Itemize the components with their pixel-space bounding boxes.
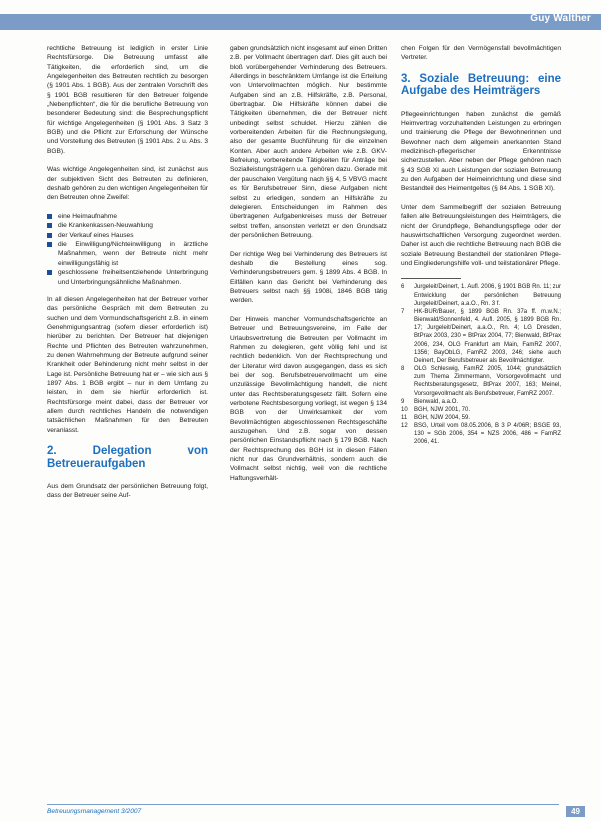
footnote: 7 HK-BUR/Bauer, § 1899 BGB Rn. 37a ff. m.w.N.; Bienwald/Sonnenfeld, 4. Aufl. 2005, § 1899 BGB Rn. 17; Jurgeleit/Deinert, a.a.O., Rn. 4; LG Dresden, BtPrax 2003, 230 = BtPrax 2004, 77; Bienwald, BtPrax 2006, 234, OLG Frankfurt am Main, FamRZ 2007, 1356; BayObLG, FamRZ 2003, 246; siehe auch Deinert, Der Berufsbetreuer als Bevollmächtigter. — [401, 308, 561, 364]
list-item: die Einwilligung/Nichteinwilligung in ärztliche Maßnahmen, wenn der Betreute nicht mehr einwilligungsfähig ist — [47, 240, 208, 268]
paragraph: Aus dem Grundsatz der persönlichen Betreuung folgt, dass der Betreuer seine Auf- — [47, 483, 208, 500]
footnote: 12 BSG, Urteil vom 08.05.2006, B 3 P 4/06R; BSGE 93, 130 = SGb 2006, 354 = NZS 2006, 486 = FamRZ 2006, 41. — [401, 423, 561, 446]
page-number: 49 — [566, 806, 585, 817]
paragraph: chen Folgen für den Vermögensfall bevollmächtigen Vertreter. — [401, 45, 561, 62]
list-item: der Verkauf eines Hauses — [47, 231, 208, 240]
bullet-list — [47, 212, 208, 287]
footnote: 11 BGH, NJW 2004, 59. — [401, 414, 471, 421]
footnotes — [401, 283, 561, 446]
bullet-icon — [47, 214, 52, 219]
column-2 — [230, 44, 387, 492]
bullet-icon — [47, 270, 52, 275]
section-heading-2: 2. Delegation von Betreueraufgaben — [47, 445, 208, 470]
page-footer — [0, 793, 601, 821]
section-heading-3: 3. Soziale Betreuung: eine Aufgabe des Heimträgers — [401, 72, 561, 98]
footnote: 8 OLG Schleswig, FamRZ 2005, 1044; grundsätzlich zum Thema Zimmermann, Vorsorgevollmacht und Rechtsberatungsgesetz, BtPrax 2007, 163; Meinel, Vorsorgevollmacht als Berufsbetreuer, FamRZ 2007. — [401, 366, 561, 397]
footer-rule — [47, 804, 559, 805]
paragraph: rechtliche Betreuung ist lediglich in erster Linie Rechtsfürsorge. Die Betreuung umfasst alle Tätigkeiten, die erforderlich sind, um die Angelegenheiten des Betreuten rechtlich zu besorgen (§ 1901 Abs. 1 BGB). Aus der zentralen Vorschrift des § 1901 BGB resultieren für den Betreuer folgende „Nebenpflichten“, die für die berufliche Betreuung von besonderer Bedeutung sind: die Besprechungspflicht für wichtige Angelegenheiten (§ 1901 Abs. 3 Satz 3 BGB) und die Pflicht zur Erforschung der Wünsche und Vorstellung des Betreuten (§ 1901 Abs. 2 u. Abs. 3 BGB). — [47, 45, 208, 155]
journal-name: Betreuungsmanagement 3/2007 — [47, 808, 142, 815]
footnote: 9 Bienwald, a.a.O. — [401, 398, 459, 405]
paragraph: gaben grundsätzlich nicht insgesamt auf einen Dritten z.B. per Vollmacht übertragen darf. Dies gilt auch bei bloß vorübergehender Verhinderung des Betreuers. Allerdings in beschränktem Umfange ist die Erteilung von Untervollmachten möglich. Nur bestimmte Aufgaben sind an z.B. Hilfskräfte, z.B. Personal, übertragbar. Die Hilfskräfte können dabei die Tätigkeiten übernehmen, die der Betreuer nicht unbedingt selbst schuldet. Hierzu zählen die vorbereitenden Arbeiten für die Rechnungslegung, also der gesamte Buchführung für die einzelnen Konten. Aber auch andere Arbeiten wie z.B. GKV-Befreiung, vorbereitende Tätigkeiten für Anträge bei Sozialleistungsträgern u.a. gehören dazu. Gerade mit der pauschalen Vergütung nach §§ 4, 5 VBVG macht es für Berufsbetreuer Sinn, diese Aufgaben nicht selbst zu erledigen, sondern an Hilfskräfte zu delegieren. Entscheidungen im Rahmen des übertragenen Aufgabenkreises muss der Betreuer selbst treffen, ansonsten verletzt er den Grundsatz der persönlichen Betreuung. — [230, 45, 387, 239]
list-item: geschlossene freiheitsentziehende Unterbringung und Unterbringungsähnliche Maßnahmen. — [47, 268, 208, 287]
paragraph: Was wichtige Angelegenheiten sind, ist zunächst aus der subjektiven Sicht des Betreuten zu definieren, deshalb gehören zu den wichtigen Angelegenheiten für den Betreuten ohne Zweifel: — [47, 166, 208, 202]
header-bar — [0, 14, 601, 30]
column-1 — [47, 44, 208, 510]
list-item: die Krankenkassen-Neuwahlung — [47, 221, 208, 230]
bullet-icon — [47, 233, 52, 238]
footnote-divider — [401, 278, 461, 279]
footnote: 10 BGH, NJW 2001, 70. — [401, 406, 471, 413]
paragraph: Pflegeeinrichtungen haben zunächst die gemäß Heimvertrag vorzuhaltenden Leistungen zu erbringen und trainierung die Pflege der Bewohnerinnen und Bewohner nach dem allgemein anerkannten Stand medizinisch-pflegerischer Erkenntnisse sicherzustellen. Aber neben der Pflege gehören nach § 43 SGB XI auch Leistungen der sozialen Betreuung zu den Aufgaben der Heimeinrichtung und diese sind Bestandteil des Heimentgeltes (§ 84 Abs. 1 SGB XI). — [401, 110, 561, 193]
bullet-icon — [47, 223, 52, 228]
bullet-icon — [47, 242, 52, 247]
paragraph: In all diesen Angelegenheiten hat der Betreuer vorher das persönliche Gespräch mit dem Betreuten zu suchen und dem Vormundschaftsgericht z.B. in einem Genehmigungsantrag (sofern dieser erforderlich ist) hierüber zu berichten. Der Betreuer hat diejenigen Rechte und Pflichten des Betreuten wahrzunehmen, zu denen Wahrnehmung der Betreute aufgrund seiner Krankheit oder Behinderung nicht mehr selbst in der Lage ist. Persönliche Betreuung hat er – wie sich aus § 1897 Abs. 1 BGB ergibt – nur in dem Umfang zu leisten, in dem sie hierfür erforderlich ist. Rechtsfürsorge meint dabei, dass der Betreuer vor allem durch rechtliches Handeln die notwendigen tatsächlichen Maßnahmen für den Betreuten veranlasst. — [47, 295, 208, 434]
author-name: Guy Walther — [530, 13, 591, 24]
footnote: 6 Jurgeleit/Deinert, 1. Aufl. 2006, § 1901 BGB Rn. 11; zur Entwicklung der persönlichen Betreuung Jurgeleit/Deinert, a.a.O., Rn. 3 f. — [401, 284, 561, 307]
paragraph: Unter dem Sammelbegriff der sozialen Betreuung fallen alle Betreuungsleistungen des Heimträgers, die nicht der Grundpflege, Behandlungspflege oder der hauswirtschaftlichen Versorgung zugeordnet werden. Daher ist auch die rechtliche Betreuung nach BGB die soziale Betreuung Bestandteil der stationären Pflege- und Eingliederungshilfe voll- und teilstationärer Pflege. — [401, 204, 561, 268]
column-3 — [401, 44, 561, 447]
paragraph: Der Hinweis mancher Vormundschaftsgerichte an Betreuer und Betreuungsvereine, im Falle der Urlaubsvertretung die Betreuten per Vollmacht im Rahmen zu delegieren, geht völlig fehl und ist rechtlich bedenklich. Von der Rechtsprechung und der Literatur wird davon ausgegangen, dass es sich bei der sog. Berufsbetreuervollmacht um eine unzulässige Bevollmächtigung handelt, die nicht unter das Rechtsberatungsgesetz fällt. Sofern eine verbotene Rechtsbesorgung vorliegt, ist wegen § 134 BGB von der Unwirksamkeit der vom Bevollmächtigten abgeschlossenen Rechtsgeschäfte auszugehen. Und z.B. sogar von dessen persönlichen Einstandspflicht nach § 179 BGB. Nach der Rechtsprechung des BGH ist in diesen Fällen nicht nur das Grundverhältnis, sondern auch die Vollmacht selbst nichtig, weil von die rechtliche Haftungsverhält- — [230, 315, 387, 482]
page-header — [0, 0, 601, 38]
paragraph: Der richtige Weg bei Verhinderung des Betreuers ist deshalb die Bestellung eines sog. Verhinderungsbetreuers gem. § 1899 Abs. 4 BGB. In Eilfällen kann das Gericht bei Verhinderung des Betreuers selbst nach §§ 1908i, 1846 BGB tätig werden. — [230, 250, 387, 305]
list-item: eine Heimaufnahme — [47, 212, 208, 221]
